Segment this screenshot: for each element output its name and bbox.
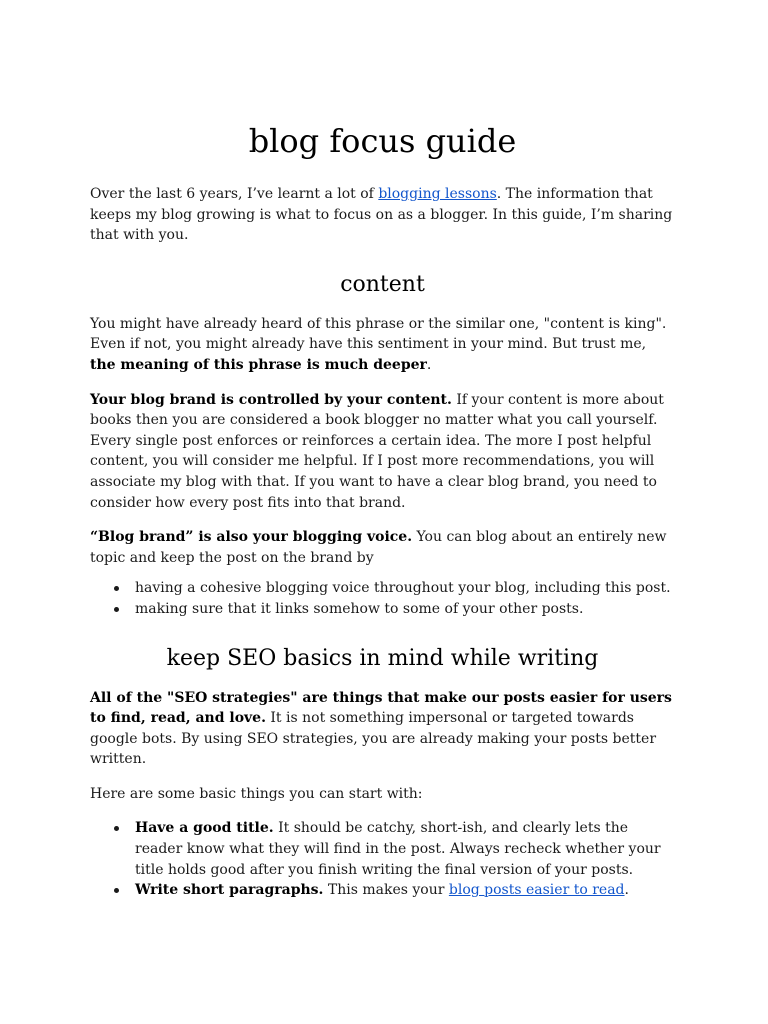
seo-bullet-2-end: . bbox=[624, 882, 629, 899]
seo-paragraph-2: Here are some basic things you can start with: bbox=[90, 785, 423, 802]
content-bullet-list bbox=[90, 578, 675, 619]
seo-bullet-list bbox=[90, 818, 675, 900]
seo-paragraph-1 bbox=[90, 688, 675, 770]
content-p2-text: If your content is more about books then you are considered a book blogger no matter what you call yourself. Every single post enforces or reinforces a certain idea. The more I post helpful content, you will consider me helpful. If I post more recommendations, you will associate my blog with that. If you want to have a clear blog brand, you need to consider how every post fits into that brand. bbox=[90, 391, 664, 511]
intro-paragraph bbox=[90, 184, 675, 246]
content-p1-text: You might have already heard of this phrase or the similar one, "content is king". Even if not, you might already have this sentiment in your mind. But trust me, bbox=[90, 315, 667, 353]
seo-p1-text: It is not something impersonal or targeted towards google bots. By using SEO strategies, you are already making your posts better written. bbox=[90, 710, 657, 768]
section-heading-content: content bbox=[340, 271, 425, 297]
seo-p1-bold: All of the "SEO strategies" are things that make our posts easier for users to find, read, and love. bbox=[90, 689, 672, 727]
page-title: blog focus guide bbox=[248, 122, 517, 160]
content-p3-text: You can blog about an entirely new topic and keep the post on the brand by bbox=[90, 529, 667, 566]
list-item bbox=[135, 818, 675, 880]
document-page bbox=[90, 118, 675, 915]
content-paragraph-1 bbox=[90, 314, 675, 376]
content-p3-bold: “Blog brand” is also your blogging voice. bbox=[90, 529, 413, 546]
intro-text-end: . The information that keeps my blog growing is what to focus on as a blogger. In this guide, I’m sharing that with you. bbox=[90, 186, 673, 244]
section-heading-seo: keep SEO basics in mind while writing bbox=[166, 645, 599, 671]
intro-text: Over the last 6 years, I’ve learnt a lot of bbox=[90, 186, 379, 202]
seo-bullet-2-bold: Write short paragraphs. bbox=[135, 882, 324, 899]
seo-bullet-1-bold: Have a good title. bbox=[135, 820, 274, 837]
blog-posts-easier-link[interactable]: blog posts easier to read bbox=[448, 882, 625, 899]
content-p2-bold: Your blog brand is controlled by your content. bbox=[90, 391, 452, 408]
seo-bullet-2-text: This makes your bbox=[323, 882, 449, 899]
content-p1-bold: the meaning of this phrase is much deeper bbox=[90, 356, 427, 373]
seo-bullet-1-text: It should be catchy, short-ish, and clearly lets the reader know what they will find in the post. Always recheck whether your title holds good after you finish writing the final version of your posts. bbox=[135, 820, 661, 878]
list-item bbox=[135, 880, 675, 901]
content-p1-end: . bbox=[426, 356, 432, 373]
list-item: having a cohesive blogging voice throughout your blog, including this post. bbox=[135, 578, 675, 599]
blogging-lessons-link[interactable]: blogging lessons bbox=[378, 186, 497, 202]
list-item: making sure that it links somehow to some of your other posts. bbox=[135, 599, 675, 620]
content-paragraph-2 bbox=[90, 390, 675, 514]
content-paragraph-3 bbox=[90, 527, 675, 568]
